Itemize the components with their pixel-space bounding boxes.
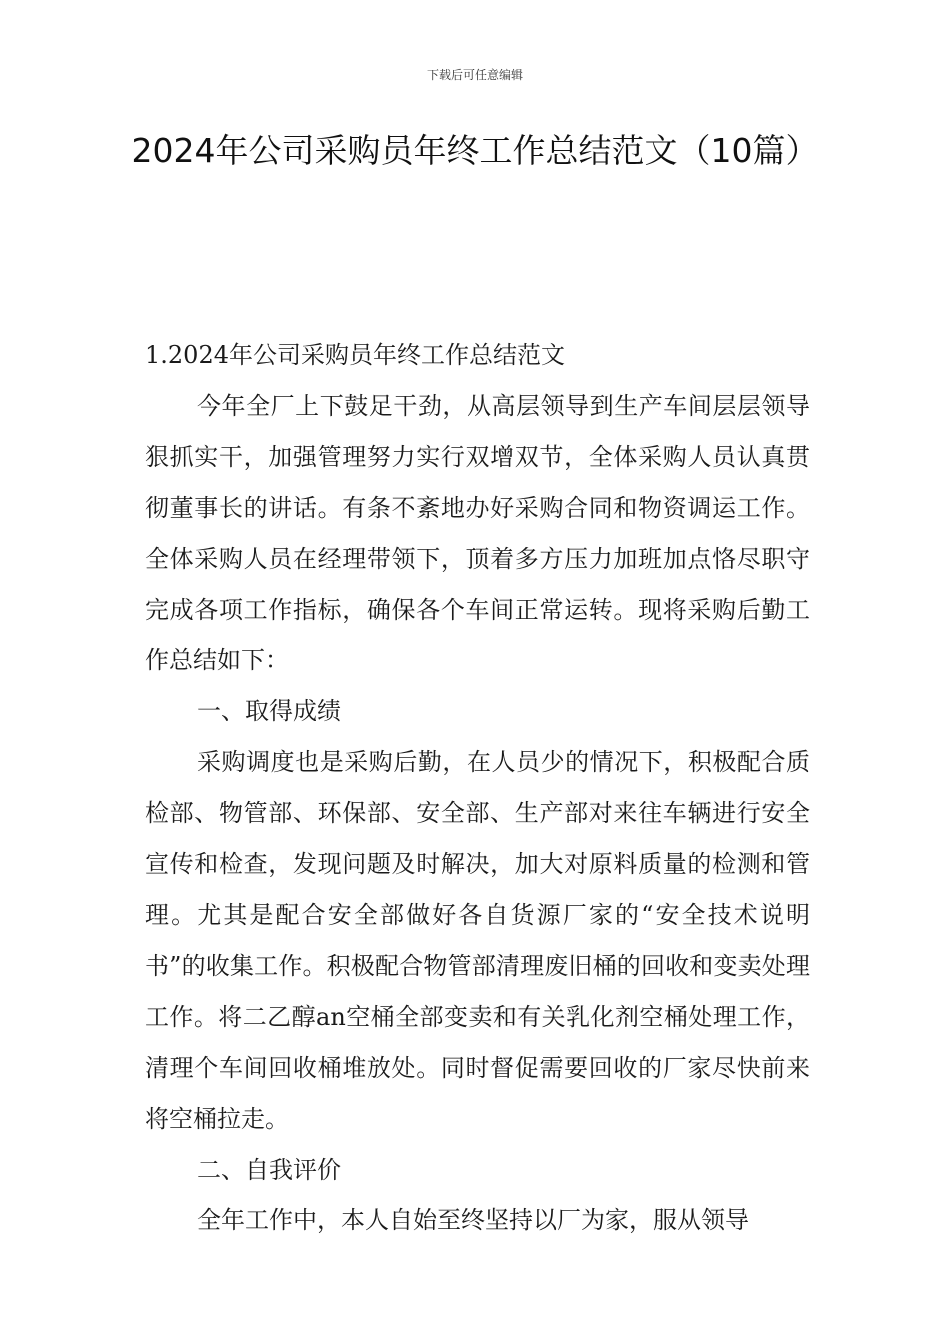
intro-paragraph: 今年全厂上下鼓足干劲，从高层领导到生产车间层层领导狠抓实干，加强管理努力实行双增双节，全体采购人员认真贯彻董事长的讲话。有条不紊地办好采购合同和物资调运工作。全体采购人员在经理带领下，顶着多方压力加班加点恪尽职守完成各项工作指标，确保各个车间正常运转。现将采购后勤工作总结如下： (145, 391, 810, 675)
section-heading-self-evaluation: 二、自我评价 (197, 1155, 341, 1184)
self-evaluation-paragraph: 全年工作中，本人自始至终坚持以厂为家，服从领导 (197, 1206, 749, 1235)
section-heading-achievements: 一、取得成绩 (197, 697, 341, 726)
document-title: 2024年公司采购员年终工作总结范文（10篇） (131, 131, 819, 170)
document-body (145, 330, 810, 1246)
header-note: 下载后可任意编辑 (426, 68, 523, 82)
achievements-paragraph: 采购调度也是采购后勤，在人员少的情况下，积极配合质检部、物管部、环保部、安全部、生产部对来往车辆进行安全宣传和检查，发现问题及时解决，加大对原料质量的检测和管理。尤其是配合安全部做好各自货源厂家的“安全技术说明书”的收集工作。积极配合物管部清理废旧桶的回收和变卖处理工作。将二乙醇an空桶全部变卖和有关乳化剂空桶处理工作，清理个车间回收桶堆放处。同时督促需要回收的厂家尽快前来将空桶拉走。 (145, 748, 810, 1133)
item-heading: 1.2024年公司采购员年终工作总结范文 (145, 341, 565, 369)
